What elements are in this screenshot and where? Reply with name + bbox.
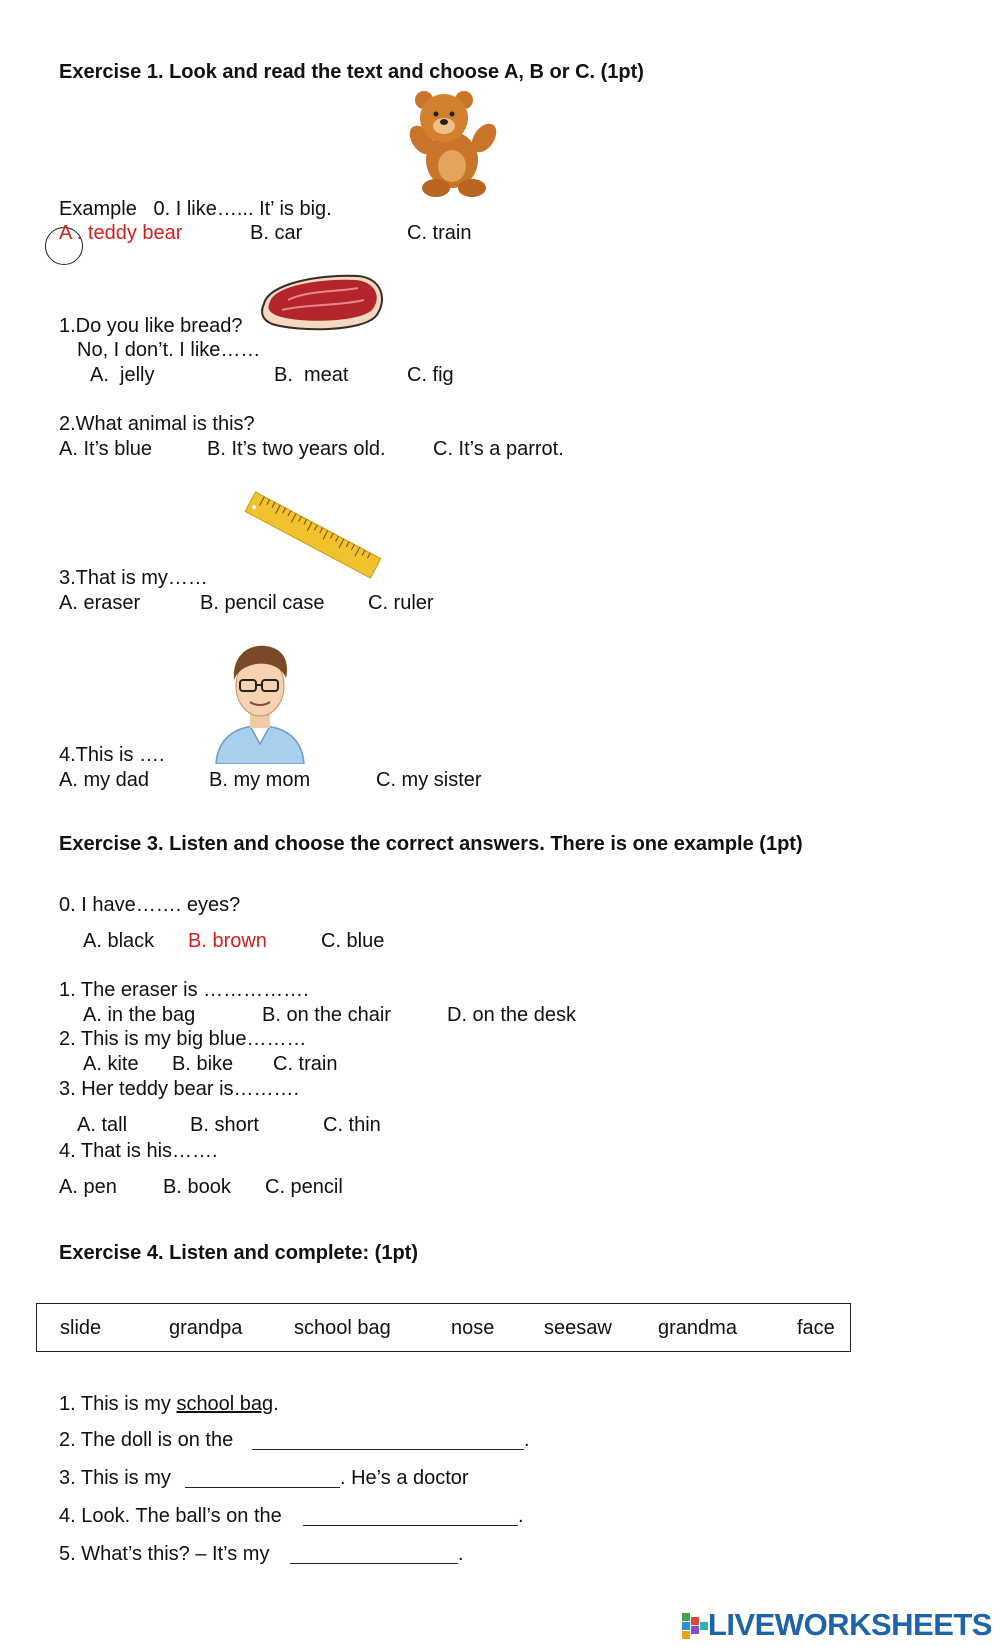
q1-option-b[interactable]: B. meat: [274, 364, 349, 386]
q2-question: 2.What animal is this?: [59, 413, 255, 435]
q3-option-c[interactable]: C. ruler: [368, 592, 434, 614]
ex3-q0-option-a[interactable]: A. black: [83, 930, 155, 952]
ex4-s4-prefix: 4. Look. The ball’s on the: [59, 1505, 282, 1527]
ex3-q4-option-a[interactable]: A. pen: [59, 1176, 117, 1198]
ex3-q4-option-b[interactable]: B. book: [163, 1176, 231, 1198]
ex3-q0-question: 0. I have……. eyes?: [59, 894, 241, 916]
ex3-q2-option-a[interactable]: A. kite: [83, 1053, 139, 1075]
ex3-q4-option-c[interactable]: C. pencil: [265, 1176, 343, 1198]
exercise4-heading: Exercise 4. Listen and complete: (1pt): [59, 1242, 418, 1264]
ruler-image: [238, 490, 388, 580]
q1-option-a[interactable]: A. jelly: [90, 364, 155, 386]
ex4-s2-blank[interactable]: [252, 1448, 524, 1450]
q2-option-a[interactable]: A. It’s blue: [59, 438, 153, 460]
exercise3-heading: Exercise 3. Listen and choose the correct answers. There is one example (1pt): [59, 833, 803, 855]
ex4-s5-blank[interactable]: [290, 1562, 458, 1564]
q2-option-c[interactable]: C. It’s a parrot.: [433, 438, 564, 460]
word-bank-item: seesaw: [544, 1317, 612, 1339]
ex4-s4-blank[interactable]: [303, 1524, 518, 1526]
ex3-q0-option-c[interactable]: C. blue: [321, 930, 385, 952]
q4-option-c[interactable]: C. my sister: [376, 769, 482, 791]
ex3-q2-option-b[interactable]: B. bike: [172, 1053, 234, 1075]
ex4-s1-suffix: .: [273, 1393, 279, 1415]
liveworksheets-logo: [682, 1608, 992, 1642]
q3-option-a[interactable]: A. eraser: [59, 592, 141, 614]
ex3-q3-option-c[interactable]: C. thin: [323, 1114, 381, 1136]
example-option-c[interactable]: C. train: [407, 222, 472, 244]
man-dad-image: [210, 640, 310, 764]
q3-question: 3.That is my……: [59, 567, 208, 589]
word-bank-item: grandma: [658, 1317, 737, 1339]
ex4-s2-suffix: .: [524, 1429, 530, 1451]
ex3-q2-question: 2. This is my big blue………: [59, 1028, 307, 1050]
ex4-s3-suffix: . He’s a doctor: [340, 1467, 469, 1489]
ex3-q1-option-d[interactable]: D. on the desk: [447, 1004, 576, 1026]
ex4-s3-blank[interactable]: [185, 1486, 340, 1488]
ex4-s1-answer[interactable]: school bag: [176, 1393, 274, 1415]
word-bank-item: school bag: [294, 1317, 391, 1339]
meat-steak-image: [258, 270, 388, 336]
example-option-a[interactable]: A . teddy bear: [59, 222, 183, 244]
q1-line1: 1.Do you like bread?: [59, 315, 243, 337]
ex4-s5-suffix: .: [458, 1543, 464, 1565]
exercise1-heading: Exercise 1. Look and read the text and choose A, B or C. (1pt): [59, 61, 644, 83]
ex3-q3-option-a[interactable]: A. tall: [77, 1114, 128, 1136]
ex3-q4-question: 4. That is his…….: [59, 1140, 218, 1162]
q3-option-b[interactable]: B. pencil case: [200, 592, 325, 614]
ex4-s1-prefix: 1. This is my: [59, 1393, 177, 1415]
example-question: Example 0. I like…... It’ is big.: [59, 198, 332, 220]
ex3-q2-option-c[interactable]: C. train: [273, 1053, 338, 1075]
q4-option-a[interactable]: A. my dad: [59, 769, 150, 791]
ex4-sentence-1: [59, 1392, 279, 1416]
ex3-q0-option-b[interactable]: B. brown: [188, 930, 267, 952]
q2-option-b[interactable]: B. It’s two years old.: [207, 438, 386, 460]
ex4-s5-prefix: 5. What’s this? – It’s my: [59, 1543, 270, 1565]
word-bank-item: face: [797, 1317, 835, 1339]
example-option-b[interactable]: B. car: [250, 222, 303, 244]
q4-question: 4.This is ….: [59, 744, 165, 766]
ex3-q1-option-a[interactable]: A. in the bag: [83, 1004, 196, 1026]
word-bank-item: nose: [451, 1317, 495, 1339]
ex4-s3-prefix: 3. This is my: [59, 1467, 171, 1489]
ex4-s2-prefix: 2. The doll is on the: [59, 1429, 234, 1451]
word-bank: [36, 1303, 851, 1352]
ex3-q1-question: 1. The eraser is …………….: [59, 979, 309, 1001]
ex4-s4-suffix: .: [518, 1505, 524, 1527]
q4-option-b[interactable]: B. my mom: [209, 769, 311, 791]
word-bank-item: slide: [60, 1317, 102, 1339]
word-bank-item: grandpa: [169, 1317, 243, 1339]
ex3-q3-question: 3. Her teddy bear is……….: [59, 1078, 300, 1100]
logo-blocks-icon: [682, 1611, 708, 1639]
q1-option-c[interactable]: C. fig: [407, 364, 454, 386]
q1-line2: No, I don’t. I like……: [77, 339, 261, 361]
teddy-bear-image: [402, 88, 502, 198]
logo-text: LIVEWORKSHEETS: [707, 1607, 992, 1642]
ex3-q3-option-b[interactable]: B. short: [190, 1114, 259, 1136]
ex3-q1-option-b[interactable]: B. on the chair: [262, 1004, 391, 1026]
